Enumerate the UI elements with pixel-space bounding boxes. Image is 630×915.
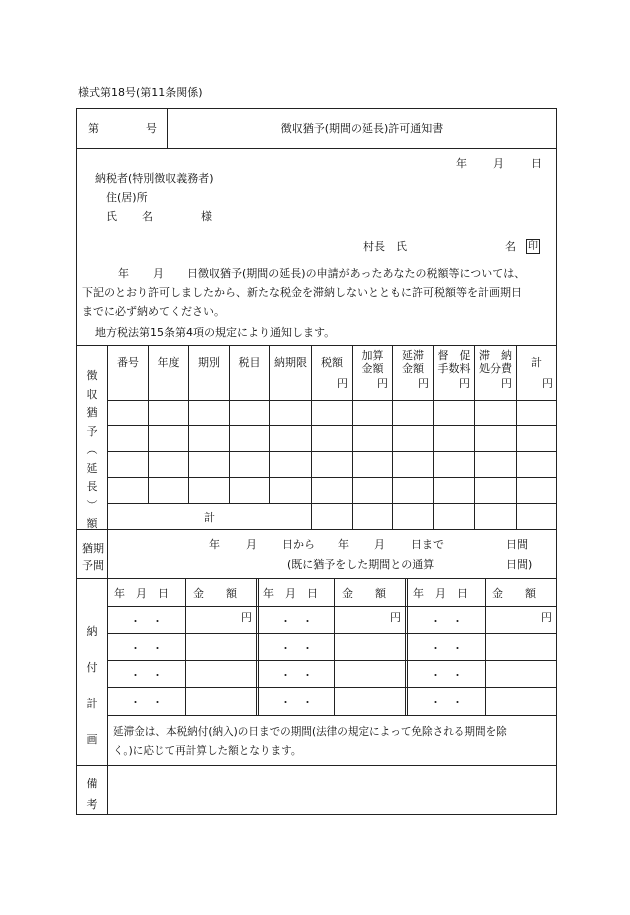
yen-mark: 円 [501, 377, 512, 390]
outer-right-border [556, 108, 557, 815]
plan-date-dots: ・ ・ [130, 696, 163, 709]
col-header-number: 番号 [117, 356, 139, 369]
grant-row-line [107, 451, 557, 452]
document-title: 徴収猶予(期間の延長)許可通知書 [280, 122, 444, 135]
col-header-due-date: 納期限 [274, 356, 307, 369]
seal-stamp: 印 [528, 241, 538, 252]
yen-mark: 円 [377, 377, 388, 390]
col-header-total: 計 [531, 356, 542, 369]
plan-col-line [334, 578, 335, 716]
plan-date-dots: ・ ・ [430, 615, 463, 628]
plan-header-date-3: 年 月 日 [413, 587, 468, 600]
number-label-right: 号 [146, 122, 157, 135]
plan-date-dots: ・ ・ [130, 642, 163, 655]
outer-bottom-border [76, 814, 557, 815]
taxpayer-label: 納税者(特別徴収義務者) [95, 172, 214, 185]
outer-top-border [76, 108, 557, 109]
body-line-2: 下記のとおり許可しましたから、新たな税金を滞納しないとともに許可税額等を計画期日 [82, 286, 522, 299]
remarks-top [76, 765, 557, 766]
number-label-left: 第 [88, 122, 99, 135]
plan-side-label: 納 付 計 画 [86, 625, 98, 746]
plan-yen: 円 [390, 611, 401, 624]
plan-note-line-2: く。)に応じて再計算した額となります。 [113, 745, 302, 757]
plan-yen: 円 [541, 611, 552, 624]
period-cumulative-label: (既に猶予をした期間との通算 [287, 558, 435, 571]
grant-col-line [516, 345, 517, 530]
col-header-tax-item: 税目 [238, 356, 261, 369]
grant-col-line [188, 345, 189, 504]
period-days: 日間 [506, 538, 528, 551]
plan-row-line [107, 633, 557, 634]
sender-name-suffix: 名 [505, 240, 516, 253]
remarks-side-divider [107, 765, 108, 815]
plan-date-dots: ・ ・ [280, 615, 313, 628]
col-header-period: 期別 [198, 356, 220, 369]
address-label: 住(居)所 [106, 191, 148, 204]
grant-row-line [107, 425, 557, 426]
plan-col-line [485, 578, 486, 716]
plan-note-line-1: 延滞金は、本税納付(納入)の日までの期間(法律の規定によって免除される期間を除 [113, 726, 507, 738]
grant-col-line [148, 345, 149, 504]
plan-date-dots: ・ ・ [280, 669, 313, 682]
col-header-additional: 加算 金額 [361, 349, 384, 375]
plan-yen: 円 [241, 611, 252, 624]
plan-col-line [185, 578, 186, 716]
col-header-disposition-cost: 滞 納 処分費 [479, 349, 512, 375]
name-label-1: 氏 [106, 210, 117, 223]
period-from-day: 日から [282, 538, 315, 551]
date-month: 月 [493, 157, 504, 170]
body-line-4: 地方税法第15条第4項の規定により通知します。 [95, 326, 336, 339]
period-to-day: 日まで [411, 538, 444, 551]
plan-date-dots: ・ ・ [130, 669, 163, 682]
grant-row-line [107, 400, 557, 401]
form-label: 様式第18号(第11条関係) [78, 86, 203, 99]
plan-group-separator [405, 578, 406, 716]
grant-row-line [107, 477, 557, 478]
date-year: 年 [456, 157, 467, 170]
body-line-1: 日徴収猶予(期間の延長)の申請があったあなたの税額等については、 [187, 267, 526, 280]
remarks-side-label: 備 考 [86, 777, 98, 811]
plan-group-separator [256, 578, 257, 716]
period-from-month: 月 [246, 538, 257, 551]
grant-col-line [311, 345, 312, 530]
plan-header-date-2: 年 月 日 [263, 587, 318, 600]
grant-col-line [269, 345, 270, 504]
yen-mark: 円 [542, 377, 553, 390]
date-day: 日 [531, 157, 542, 170]
name-label-2: 名 [142, 210, 153, 223]
period-cumulative-days: 日間) [506, 558, 533, 571]
header-divider [76, 148, 557, 149]
plan-date-dots: ・ ・ [430, 669, 463, 682]
yen-mark: 円 [459, 377, 470, 390]
outer-left-border [76, 108, 77, 815]
yen-mark: 円 [337, 377, 348, 390]
period-side-label: 猶期 予間 [82, 542, 104, 572]
col-header-delinquency: 延滞 金額 [402, 349, 424, 375]
plan-header-date-1: 年 月 日 [114, 587, 169, 600]
period-from-year: 年 [209, 538, 220, 551]
sender-title: 村長 氏 [363, 240, 407, 253]
yen-mark: 円 [418, 377, 429, 390]
grant-row-line [107, 503, 557, 504]
plan-header-amount-2: 金 額 [342, 587, 386, 600]
plan-row-line [107, 660, 557, 661]
plan-date-dots: ・ ・ [430, 642, 463, 655]
plan-date-dots: ・ ・ [280, 696, 313, 709]
body-month: 月 [153, 267, 164, 280]
plan-date-dots: ・ ・ [130, 615, 163, 628]
plan-date-dots: ・ ・ [430, 696, 463, 709]
col-header-demand-fee: 督 促 手数料 [437, 349, 471, 375]
grant-side-label: 徴 収 猶 予 ︵ 延 長 ︶ 額 [86, 369, 98, 530]
period-to-year: 年 [338, 538, 349, 551]
col-header-fiscal-year: 年度 [157, 356, 180, 369]
period-to-month: 月 [374, 538, 385, 551]
grant-col-line [229, 345, 230, 504]
grant-table-bottom [76, 529, 557, 530]
plan-header-amount-3: 金 額 [492, 587, 536, 600]
col-header-tax-amount: 税額 [321, 356, 343, 369]
honorific: 様 [201, 210, 212, 223]
grant-total-label: 計 [204, 511, 215, 524]
plan-date-dots: ・ ・ [280, 642, 313, 655]
period-side-divider [107, 529, 108, 579]
plan-row-line [107, 606, 557, 607]
plan-row-line [107, 715, 557, 716]
body-year: 年 [118, 267, 129, 280]
plan-header-amount-1: 金 額 [193, 587, 237, 600]
plan-row-line [107, 687, 557, 688]
body-line-3: までに必ず納めてください。 [82, 305, 225, 318]
